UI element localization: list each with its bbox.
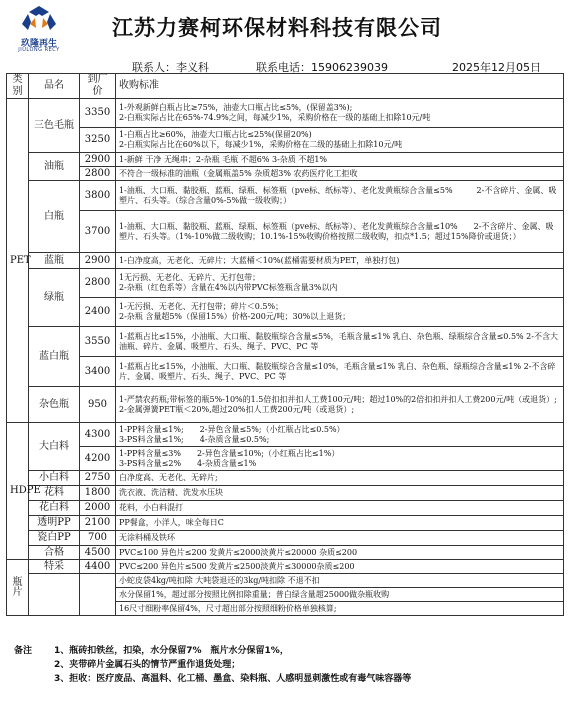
table-row [7, 153, 564, 167]
price: 4200 [80, 447, 116, 471]
standard: 1-蓝瓶占比≤15%，小油瓶、大口瓶、黏胶瓶综合含量≤5%，毛瓶含量≤1% 乳白、杂色瓶、绿瓶综合含量≤0.5% 2-不含大油瓶、碎片、金属、吸塑片、石头、绳子、PVC、PC 等 [116, 327, 564, 357]
price: 3250 [80, 128, 116, 153]
price: 700 [80, 531, 116, 546]
table-row [7, 211, 564, 253]
product-name: 瓷白PP [29, 531, 80, 546]
table-row [7, 387, 564, 423]
price: 2400 [80, 298, 116, 327]
standard: 不符合一级标准的油瓶（金属瓶盖5% 杂质超3% 农药医疗化工拒收 [116, 167, 564, 181]
table-row [7, 99, 564, 128]
standard: 1-PP料含量≤3% 2-异色含量≤10%;（小红瓶占比≤1%） 3-PS料含量≤2% 4-杂质含量≤1% [116, 447, 564, 471]
standard: 洗衣液、洗洁精、洗发水压块 [116, 486, 564, 501]
table-row [7, 531, 564, 546]
header [0, 0, 570, 58]
header-price: 到厂价 [80, 74, 116, 99]
table-row [7, 574, 564, 588]
standard: 1-PP料含量≤1%; 2-异色含量≤5%;（小红瓶占比≤0.5%） 3-PS料含量≤1%; 4-杂质含量≤0.5%; [116, 423, 564, 447]
standard: 1无污损、无老化、无碎片、无打包带； 2-杂瓶（红色系等）含量在4%以内带PVC标签瓶含量3%以内 [116, 269, 564, 298]
logo-name: 玖隆再生 [20, 39, 57, 49]
product-name: 特采 [29, 560, 80, 574]
table-row [7, 447, 564, 471]
table-row [7, 423, 564, 447]
table-row [7, 167, 564, 181]
table-row [7, 269, 564, 298]
standard: PP餐盒，小洋人，味全每日C [116, 516, 564, 531]
product-name: 小白料 [29, 471, 80, 486]
header-name: 品名 [29, 74, 80, 99]
note-item: 2、夹带碎片金属石头的情节严重作退货处理； [54, 660, 241, 670]
standard: 1-油瓶、大口瓶、黏胶瓶、蓝瓶、绿瓶、标签瓶（pve标、纸标等）、老化发黄瓶综合含量≤5% 2-不含碎片、金属、吸塑片、石头等。（综合含量0%-5%做一级收购；） [116, 181, 564, 211]
standard: 1-外观新鲜白瓶占比≥75%，油壶大口瓶占比≤5%，(保留盖3%); 2-白瓶实际占比在65%-74.9%之间，每减少1%，采购价格在一级的基础上扣除10元/吨 [116, 99, 564, 128]
table-row [7, 471, 564, 486]
standard: 无涂料桶及铁环 [116, 531, 564, 546]
price: 2900 [80, 253, 116, 269]
price: 4500 [80, 546, 116, 560]
table-row [7, 181, 564, 211]
standard: 白净度高、无老化、无碎片; [116, 471, 564, 486]
price: 2750 [80, 471, 116, 486]
table-row [7, 516, 564, 531]
document-date: 2025年12月05日 [452, 61, 541, 74]
price: 4300 [80, 423, 116, 447]
product-name: 蓝瓶 [29, 253, 80, 269]
standard: 1-油瓶、大口瓶、黏胶瓶、蓝瓶、绿瓶、标签瓶（pve标、纸标等）、老化发黄瓶综合含量≤10% 2-不含碎片、金属、吸塑片、石头等。（1%-10%做二级收购；10.1%-15%收购价格按照二级收购，扣点*1.5；超过15%降价或退货；） [116, 211, 564, 253]
category-hdpe: HDPE [7, 423, 29, 560]
header-category: 类别 [7, 74, 29, 99]
header-standard: 收购标准 [116, 74, 564, 99]
price [80, 574, 116, 616]
standard: 16尺寸细粉率保留4%，尺寸超出部分按照细粉价格单独核算; [116, 602, 564, 616]
standard: 1-白瓶占比≥60%，油壶大口瓶占比≤25%(保留20%) 2-白瓶实际占比在60%以下，每减少1%，采购价格在二级的基础上扣除10元/吨 [116, 128, 564, 153]
price: 2900 [80, 153, 116, 167]
notes-label: 备注 [14, 646, 33, 656]
table-row [7, 327, 564, 357]
product-name: 蓝白瓶 [29, 327, 80, 387]
standard: 1-蓝瓶占比≤15%，小油瓶、大口瓶、黏胶瓶综合含量≤10%，毛瓶含量≤1% 乳白、杂色瓶、绿瓶综合含量≤1% 2-不含碎片、金属、吸塑片、石头、绳子、PVC、PC 等 [116, 357, 564, 387]
standard: PVC≤100 异色片≤200 发黄片≤2000淡黄片≤20000 杂质≤200 [116, 546, 564, 560]
standard: PVC≤200 异色片≤500 发黄片≤2500淡黄片≤30000杂质≤200 [116, 560, 564, 574]
product-name: 三色毛瓶 [29, 99, 80, 153]
table-row [7, 357, 564, 387]
product-name: 杂色瓶 [29, 387, 80, 423]
table-row [7, 546, 564, 560]
standard: 1-新鲜 干净 无绳串；2-杂瓶 毛瓶 不超6% 3-杂质 不超1% [116, 153, 564, 167]
price: 3550 [80, 327, 116, 357]
price: 2800 [80, 269, 116, 298]
price: 3400 [80, 357, 116, 387]
price: 1800 [80, 486, 116, 501]
table-row [7, 560, 564, 574]
contact-person: 联系人：李义科 [132, 61, 209, 74]
table-header-row [7, 74, 564, 99]
note-item: 3、拒收：医疗废品、高温料、化工桶、墨盒、染料瓶、人感明显刺激性或有毒气味容器等 [54, 674, 412, 684]
table-row [7, 128, 564, 153]
product-name: 绿瓶 [29, 269, 80, 327]
product-name: 透明PP [29, 516, 80, 531]
product-name: 花料 [29, 486, 80, 501]
standard: 1-无污损、无老化、无打包带；碎片＜0.5%； 2-杂瓶 含量超5%（保留15%）价格-200元/吨；30%以上退货； [116, 298, 564, 327]
category-bottle-flakes: 瓶片 [7, 560, 29, 616]
price: 3800 [80, 181, 116, 211]
table-row [7, 486, 564, 501]
product-name: 大白料 [29, 423, 80, 471]
standard: 小蛇皮袋4kg/吨扣除 大吨袋退还的3kg/吨扣除 不退不扣 [116, 574, 564, 588]
standard: 花料，小白料混打 [116, 501, 564, 516]
table-row [7, 501, 564, 516]
table-row [7, 298, 564, 327]
standard: 1-严禁农药瓶;带标签的瓶5%-10%的1.5倍扣扣并扣人工费100元/吨；超过10%的2倍扣扣并扣人工费200元/吨（或退货）; 2-金属弹簧PET瓶＜20%,超过20%扣人工费200元/吨（或退货）; [116, 387, 564, 423]
product-name: 合格 [29, 546, 80, 560]
price: 2800 [80, 167, 116, 181]
price: 2000 [80, 501, 116, 516]
contact-phone: 联系电话：15906239039 [256, 61, 388, 74]
table-row [7, 253, 564, 269]
note-item: 1、瓶砖扣铁丝，扣染，水分保留7% 瓶片水分保留1%， [54, 646, 289, 656]
notes [14, 644, 411, 686]
company-name: 江苏力赛柯环保材料科技有限公司 [112, 16, 442, 40]
standard: 1-白净度高，无老化、无碎片；大蓝桶＜10%(蓝桶需要材质为PET，单独打包) [116, 253, 564, 269]
price: 2100 [80, 516, 116, 531]
logo-subname: JIULONG RECY [18, 47, 60, 53]
product-name: 油瓶 [29, 153, 80, 181]
price: 4400 [80, 560, 116, 574]
price: 3350 [80, 99, 116, 128]
price-table [6, 73, 564, 616]
product-name: 花白料 [29, 501, 80, 516]
standard: 水分保留1%，超过部分按照比例扣除重量；普白绿含量超25000做杂瓶收购 [116, 588, 564, 602]
price: 3700 [80, 211, 116, 253]
price: 950 [80, 387, 116, 423]
product-name: 白瓶 [29, 181, 80, 253]
category-pet: PET [7, 99, 29, 423]
product-name [29, 574, 80, 616]
